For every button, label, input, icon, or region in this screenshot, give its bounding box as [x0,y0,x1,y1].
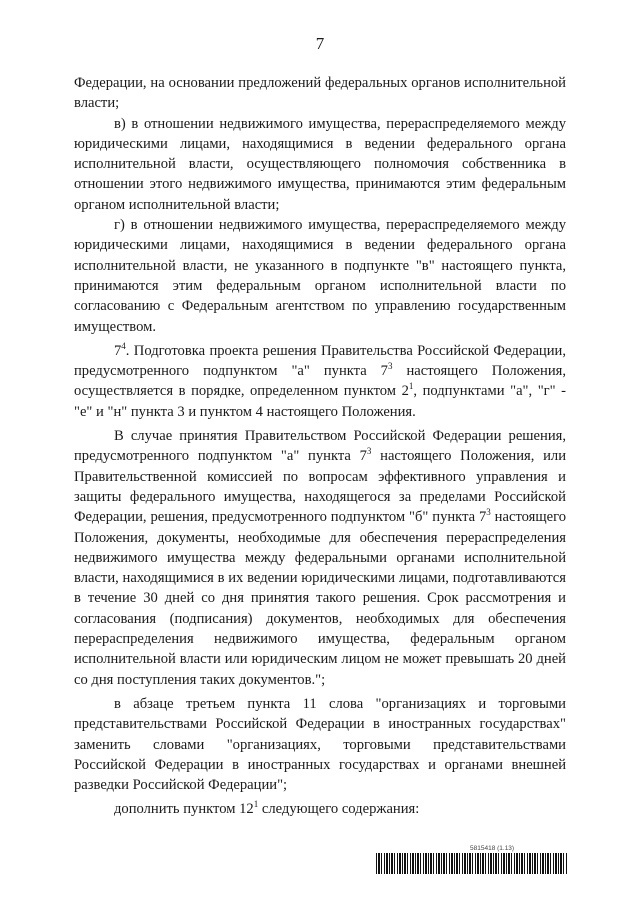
paragraph-subitem-v: в) в отношении недвижимого имущества, перераспределяемого между юридическими лицами, находящимися в ведении федерального органа исполнительной власти, осуществляющего полномочия собственника в отношении этого недвижимого имущества, принимаются этим федеральным органом исполнительной власти; [74,115,566,213]
paragraph-item-12-1-addition: дополнить пунктом $12^1$ следующего содержания: [114,799,420,818]
page-number: 7 [315,34,325,53]
paragraph-subitem-g: г) в отношении недвижимого имущества, перераспределяемого между юридическими лицами, находящимися в ведении федерального органа исполнительной власти, не указанного в подпункте "в" настоящего пункта, принимаются этим федеральным органом исполнительной власти по согласованию с Федеральным агентством по управлению государственным имуществом. [74,217,566,335]
document-code: 5815418 (1.13) [470,845,515,852]
document-body [74,73,566,820]
paragraph-item-7-4: $7^4$. Подготовка проекта решения Правительства Российской Федерации, предусмотренного подпунктом "а" пункта $7^3$ настоящего Положения, осуществляется в порядке, определенном пунктом $2^1$, подпунктами "а", "г" - "е" и "н" пункта 3 и пунктом 4 настоящего Положения. [74,340,566,420]
paragraph-item-11-amendment: в абзаце третьем пункта 11 слова "организациях и торговыми представительствами Российской Федерации в иностранных государствах" заменить словами "организациях, торговыми представительствами Российской Федерации в иностранных государствах и органами внешней разведки Российской Федерации"; [74,695,566,794]
paragraph-1: Федерации, на основании предложений федеральных органов исполнительной власти; [74,75,566,112]
paragraph-decision-case: В случае принятия Правительством Российской Федерации решения, предусмотренного подпунктом "а" пункта $7^3$ настоящего Положения, или Правительственной комиссией по вопросам эффективного управления и защиты федерального имущества, находящегося за пределами Российской Федерации, решения, предусмотренного подпунктом "б" пункта $7^3$ настоящего Положения, документы, необходимые для обеспечения перераспределения недвижимого имущества между федеральными органами исполнительной власти, находящимися в их ведении юридическими лицами, подготавливаются в течение 30 дней со дня принятия такого решения. Срок рассмотрения и согласования (подписания) документов, необходимых для обеспечения перераспределения недвижимого имущества, федеральным органом исполнительной власти или юридическим лицом не может превышать 20 дней со дня поступления таких документов."; [74,428,567,688]
barcode [376,853,568,874]
